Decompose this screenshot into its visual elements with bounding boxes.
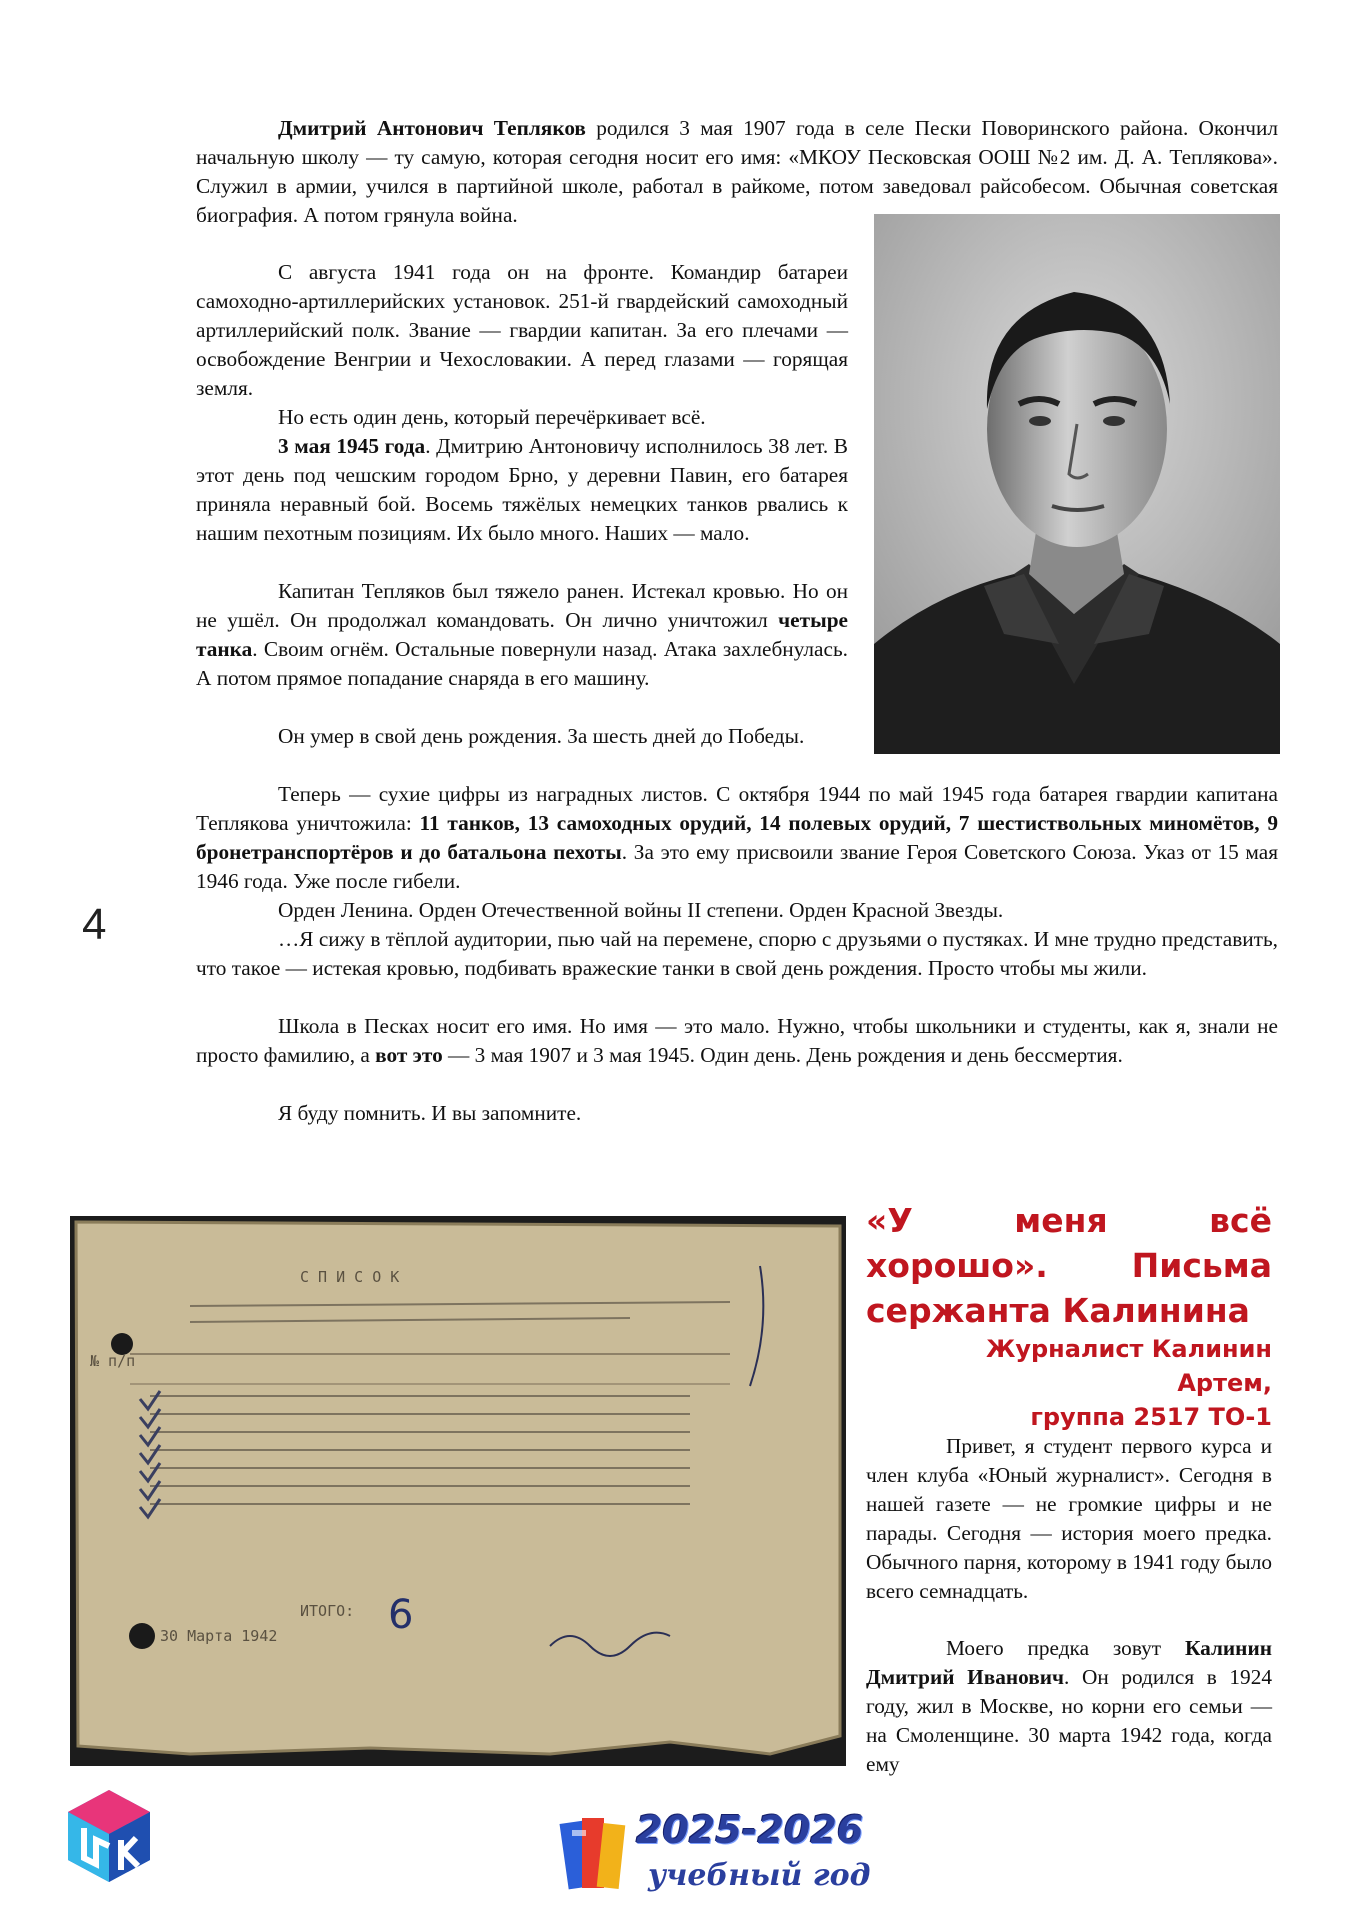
text-run: Но есть один день, который перечёркивает всё.	[278, 405, 706, 429]
text-run: С августа 1941 года он на фронте. Командир батареи самоходно-артиллерийских установок. 251-й гвардейский самоходный артиллерийский полк. Звание — гвардии капитан. За его плечами — освобождение Венгрии и Чехословакии. А перед глазами — горящая земля.	[196, 260, 848, 400]
paragraph-7	[196, 780, 1278, 896]
text-run: Капитан Тепляков был тяжело ранен. Истекал кровью. Но он не ушёл. Он продолжал командовать. Он лично уничтожил	[196, 579, 848, 632]
archive-number-col: № п/п	[90, 1352, 136, 1370]
paragraph-1	[196, 114, 1278, 230]
article-title: «У меня всё хорошо». Письма сержанта Калинина	[866, 1201, 1272, 1330]
page-number: 4	[82, 900, 107, 949]
portrait-photo	[874, 214, 1280, 754]
text-run: Привет, я студент первого курса и член клуба «Юный журналист». Сегодня в нашей газете — не громкие цифры и не парады. Сегодня — история моего предка. Обычного парня, которому в 1941 году было всего семнадцать.	[866, 1434, 1272, 1603]
paragraph-5	[196, 577, 848, 693]
paragraph-6	[196, 722, 848, 751]
bold-text: вот это	[375, 1043, 443, 1067]
byline-group: группа 2517 ТО-1	[1030, 1403, 1272, 1431]
archive-date: 30 Марта 1942	[160, 1627, 278, 1645]
bold-text: четыре танка	[196, 608, 848, 661]
paragraph-10	[196, 1012, 1278, 1070]
academic-year-subtitle: учебный год	[648, 1858, 871, 1893]
paragraph-9	[196, 925, 1278, 983]
text-run: Моего предка зовут	[946, 1636, 1185, 1660]
academic-year: 2025-2026	[636, 1808, 864, 1852]
text-run: . За это ему присвоили звание Героя Советского Союза. Указ от 15 мая 1946 года. Уже после гибели.	[196, 840, 1278, 893]
byline-author-name: Артем,	[1177, 1369, 1272, 1397]
text-run: Теперь — сухие цифры из наградных листов. С октября 1944 по май 1945 года батарея гвардии капитана Теплякова уничтожила:	[196, 782, 1278, 835]
bold-text: Калинин Дмитрий Иванович	[866, 1636, 1272, 1689]
paragraph-8	[196, 896, 1278, 925]
byline	[900, 1332, 1272, 1434]
paragraph-4	[196, 432, 848, 548]
article2-paragraph-2	[866, 1634, 1272, 1779]
article2-paragraph-1	[866, 1432, 1272, 1606]
text-run: …Я сижу в тёплой аудитории, пью чай на перемене, спорю с друзьями о пустяках. И мне трудно представить, что такое — истекая кровью, подбивать вражеские танки в свой день рождения. Просто чтобы мы жили.	[196, 927, 1278, 980]
text-run: Школа в Песках носит его имя. Но имя — это мало. Нужно, чтобы школьники и студенты, как я, знали не просто фамилию, а	[196, 1014, 1278, 1067]
archive-total-value: 6	[388, 1592, 414, 1638]
text-run: Он умер в свой день рождения. За шесть дней до Победы.	[278, 724, 805, 748]
bold-text: Дмитрий Антонович Тепляков	[278, 116, 586, 140]
byline-author: Журналист Калинин	[985, 1335, 1272, 1363]
text-run: — 3 мая 1907 и 3 мая 1945. Один день. День рождения и день бессмертия.	[442, 1043, 1123, 1067]
paragraph-2	[196, 258, 848, 403]
paragraph-3	[196, 403, 848, 432]
archive-heading: С П И С О К	[300, 1268, 400, 1286]
text-run: родился 3 мая 1907 года в селе Пески Поворинского района. Окончил начальную школу — ту самую, которая сегодня носит его имя: «МКОУ Песковская ООШ №2 им. Д. А. Теплякова». Служил в армии, учился в партийной школе, работал в райкоме, потом заведовал райсобесом. Обычная советская биография. А потом грянула война.	[196, 116, 1278, 227]
archive-total-label: ИТОГО:	[300, 1602, 355, 1620]
archive-document-photo	[70, 1216, 846, 1766]
bold-text: 11 танков, 13 самоходных орудий, 14 полевых орудий, 7 шестиствольных миномётов, 9 бронетранспортёров и до батальона пехоты	[196, 811, 1278, 864]
text-run: . Своим огнём. Остальные повернули назад. Атака захлебнулась. А потом прямое попадание снаряда в его машину.	[196, 637, 848, 690]
text-run: . Он родился в 1924 году, жил в Москве, но корни его семьи — на Смоленщине. 30 марта 1942 года, когда ему	[866, 1665, 1272, 1776]
bold-text: 3 мая 1945 года	[278, 434, 426, 458]
text-run: Орден Ленина. Орден Отечественной войны II степени. Орден Красной Звезды.	[278, 898, 1004, 922]
text-run: Я буду помнить. И вы запомните.	[278, 1101, 582, 1125]
text-run: . Дмитрию Антоновичу исполнилось 38 лет. В этот день под чешским городом Брно, у деревни Павин, его батарея приняла неравный бой. Восемь тяжёлых немецких танков рвались к нашим пехотным позициям. Их было много. Наших — мало.	[196, 434, 848, 545]
college-logo-icon	[66, 1788, 152, 1884]
paragraph-11	[196, 1099, 1278, 1128]
